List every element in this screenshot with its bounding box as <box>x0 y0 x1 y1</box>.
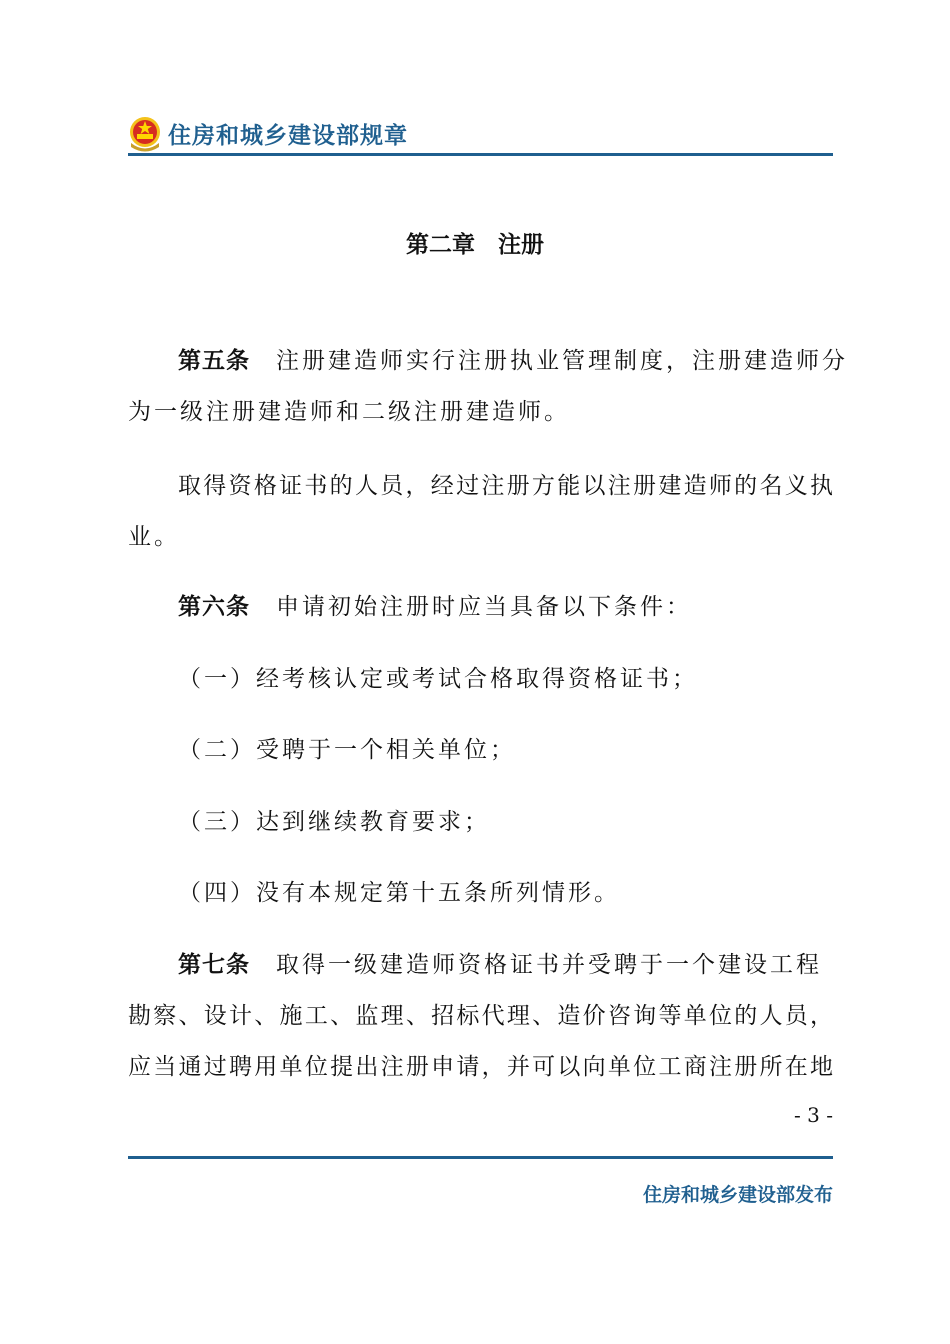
article-6-text: 申请初始注册时应当具备以下条件： <box>276 594 692 620</box>
article-7-label: 第七条 <box>178 952 250 978</box>
chapter-title: 第二章 注册 <box>406 232 544 258</box>
article-5-text: 注册建造师实行注册执业管理制度，注册建造师分 <box>276 348 848 374</box>
article-5-line-1 <box>178 346 848 376</box>
footer-divider <box>128 1156 833 1159</box>
article-7-line-3: 应当通过聘用单位提出注册申请，并可以向单位工商注册所在地 <box>128 1054 833 1080</box>
article-7-line-1 <box>178 950 833 980</box>
header-divider <box>128 153 833 156</box>
article-5-para2-line-2: 业。 <box>128 524 180 550</box>
article-7-line-2: 勘察、设计、施工、监理、招标代理、造价咨询等单位的人员， <box>128 1003 833 1029</box>
header-title: 住房和城乡建设部规章 <box>168 123 408 149</box>
article-5-line-2: 为一级注册建造师和二级注册建造师。 <box>128 399 570 425</box>
article-5-label: 第五条 <box>178 348 250 374</box>
article-6-line-1 <box>178 592 833 622</box>
article-5-para2-line-1: 取得资格证书的人员，经过注册方能以注册建造师的名义执 <box>178 473 833 499</box>
footer-publisher: 住房和城乡建设部发布 <box>642 1184 833 1206</box>
article-7-text: 取得一级建造师资格证书并受聘于一个建设工程 <box>276 952 822 978</box>
national-emblem-icon <box>128 116 162 152</box>
page-number: - 3 - <box>794 1103 833 1127</box>
article-6-item-1: （一）经考核认定或考试合格取得资格证书； <box>178 666 698 692</box>
article-6-item-2: （二）受聘于一个相关单位； <box>178 737 516 763</box>
article-6-item-4: （四）没有本规定第十五条所列情形。 <box>178 880 620 906</box>
article-6-item-3: （三）达到继续教育要求； <box>178 809 490 835</box>
page-header <box>128 112 833 156</box>
article-6-label: 第六条 <box>178 594 250 620</box>
